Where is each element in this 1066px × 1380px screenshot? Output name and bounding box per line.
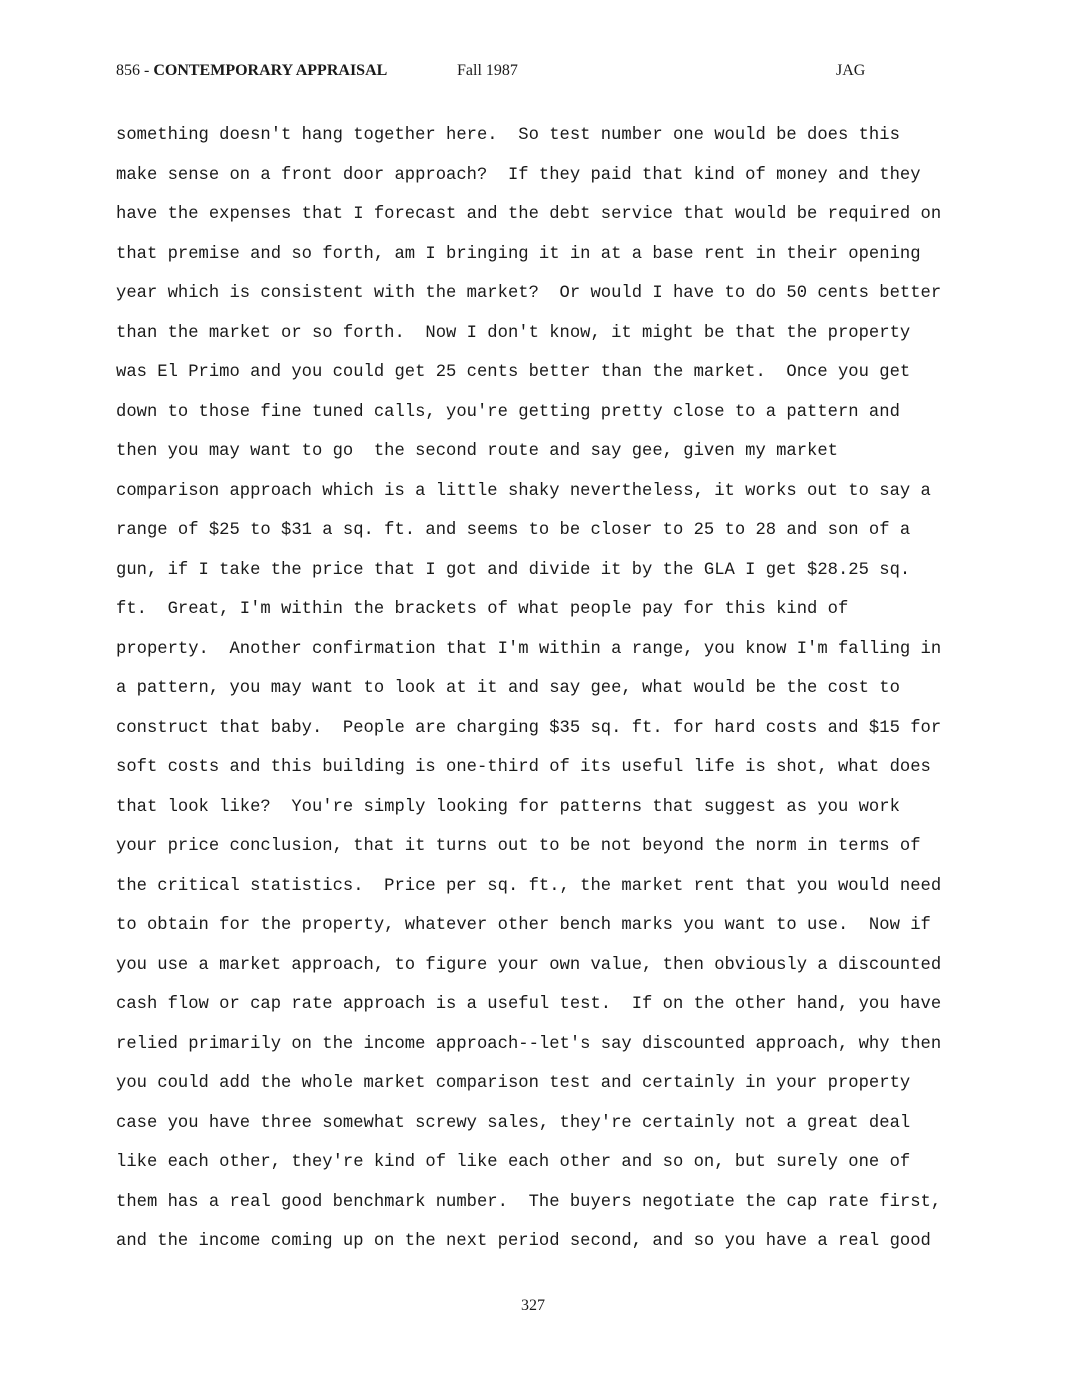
text-line: that look like? You're simply looking for patterns that suggest as you work bbox=[116, 797, 900, 817]
transcript-body bbox=[116, 116, 956, 1262]
text-line: comparison approach which is a little shaky nevertheless, it works out to say a bbox=[116, 481, 931, 501]
page-header bbox=[116, 62, 946, 86]
text-line: to obtain for the property, whatever other bench marks you want to use. Now if bbox=[116, 916, 931, 935]
author-initials: JAG bbox=[836, 62, 866, 79]
text-line: then you may want to go the second route and say gee, given my market bbox=[116, 442, 838, 461]
text-line: ft. Great, I'm within the brackets of what people pay for this kind of bbox=[116, 600, 849, 619]
text-line: range of $25 to $31 a sq. ft. and seems to be closer to 25 to 28 and son of a bbox=[116, 521, 911, 540]
course-heading bbox=[116, 62, 387, 80]
text-line: a pattern, you may want to look at it and say gee, what would be the cost to bbox=[116, 679, 900, 698]
text-line: cash flow or cap rate approach is a useful test. If on the other hand, you have bbox=[116, 995, 942, 1014]
text-line: make sense on a front door approach? If they paid that kind of money and they bbox=[116, 165, 921, 185]
course-term: Fall 1987 bbox=[457, 62, 518, 79]
text-line: that premise and so forth, am I bringing it in at a base rent in their opening bbox=[116, 244, 921, 264]
text-line: construct that baby. People are charging $35 sq. ft. for hard costs and $15 for bbox=[116, 718, 942, 738]
text-line: your price conclusion, that it turns out to be not beyond the norm in terms of bbox=[116, 837, 921, 856]
page-number: 327 bbox=[521, 1297, 545, 1314]
text-line: year which is consistent with the market? Or would I have to do 50 cents better bbox=[116, 284, 942, 303]
text-line: gun, if I take the price that I got and divide it by the GLA I get $28.25 sq. bbox=[116, 560, 911, 580]
text-line: the critical statistics. Price per sq. ft., the market rent that you would need bbox=[116, 876, 942, 896]
text-line: them has a real good benchmark number. The buyers negotiate the cap rate first, bbox=[116, 1192, 942, 1212]
text-line: than the market or so forth. Now I don't know, it might be that the property bbox=[116, 323, 911, 343]
text-line: property. Another confirmation that I'm within a range, you know I'm falling in bbox=[116, 639, 942, 659]
text-line: and the income coming up on the next period second, and so you have a real good bbox=[116, 1232, 931, 1251]
text-line: something doesn't hang together here. So test number one would be does this bbox=[116, 126, 900, 145]
text-line: relied primarily on the income approach--let's say discounted approach, why then bbox=[116, 1034, 942, 1054]
text-line: down to those fine tuned calls, you're getting pretty close to a pattern and bbox=[116, 402, 900, 422]
text-line: have the expenses that I forecast and the debt service that would be required on bbox=[116, 205, 942, 224]
course-title: CONTEMPORARY APPRAISAL bbox=[153, 62, 388, 79]
text-line: was El Primo and you could get 25 cents better than the market. Once you get bbox=[116, 363, 911, 382]
course-number: 856 - bbox=[116, 62, 154, 79]
text-line: you use a market approach, to figure your own value, then obviously a discounted bbox=[116, 955, 942, 975]
text-line: case you have three somewhat screwy sales, they're certainly not a great deal bbox=[116, 1113, 911, 1133]
text-line: soft costs and this building is one-third of its useful life is shot, what does bbox=[116, 758, 931, 777]
text-line: like each other, they're kind of like each other and so on, but surely one of bbox=[116, 1153, 911, 1172]
text-line: you could add the whole market comparison test and certainly in your property bbox=[116, 1074, 911, 1093]
